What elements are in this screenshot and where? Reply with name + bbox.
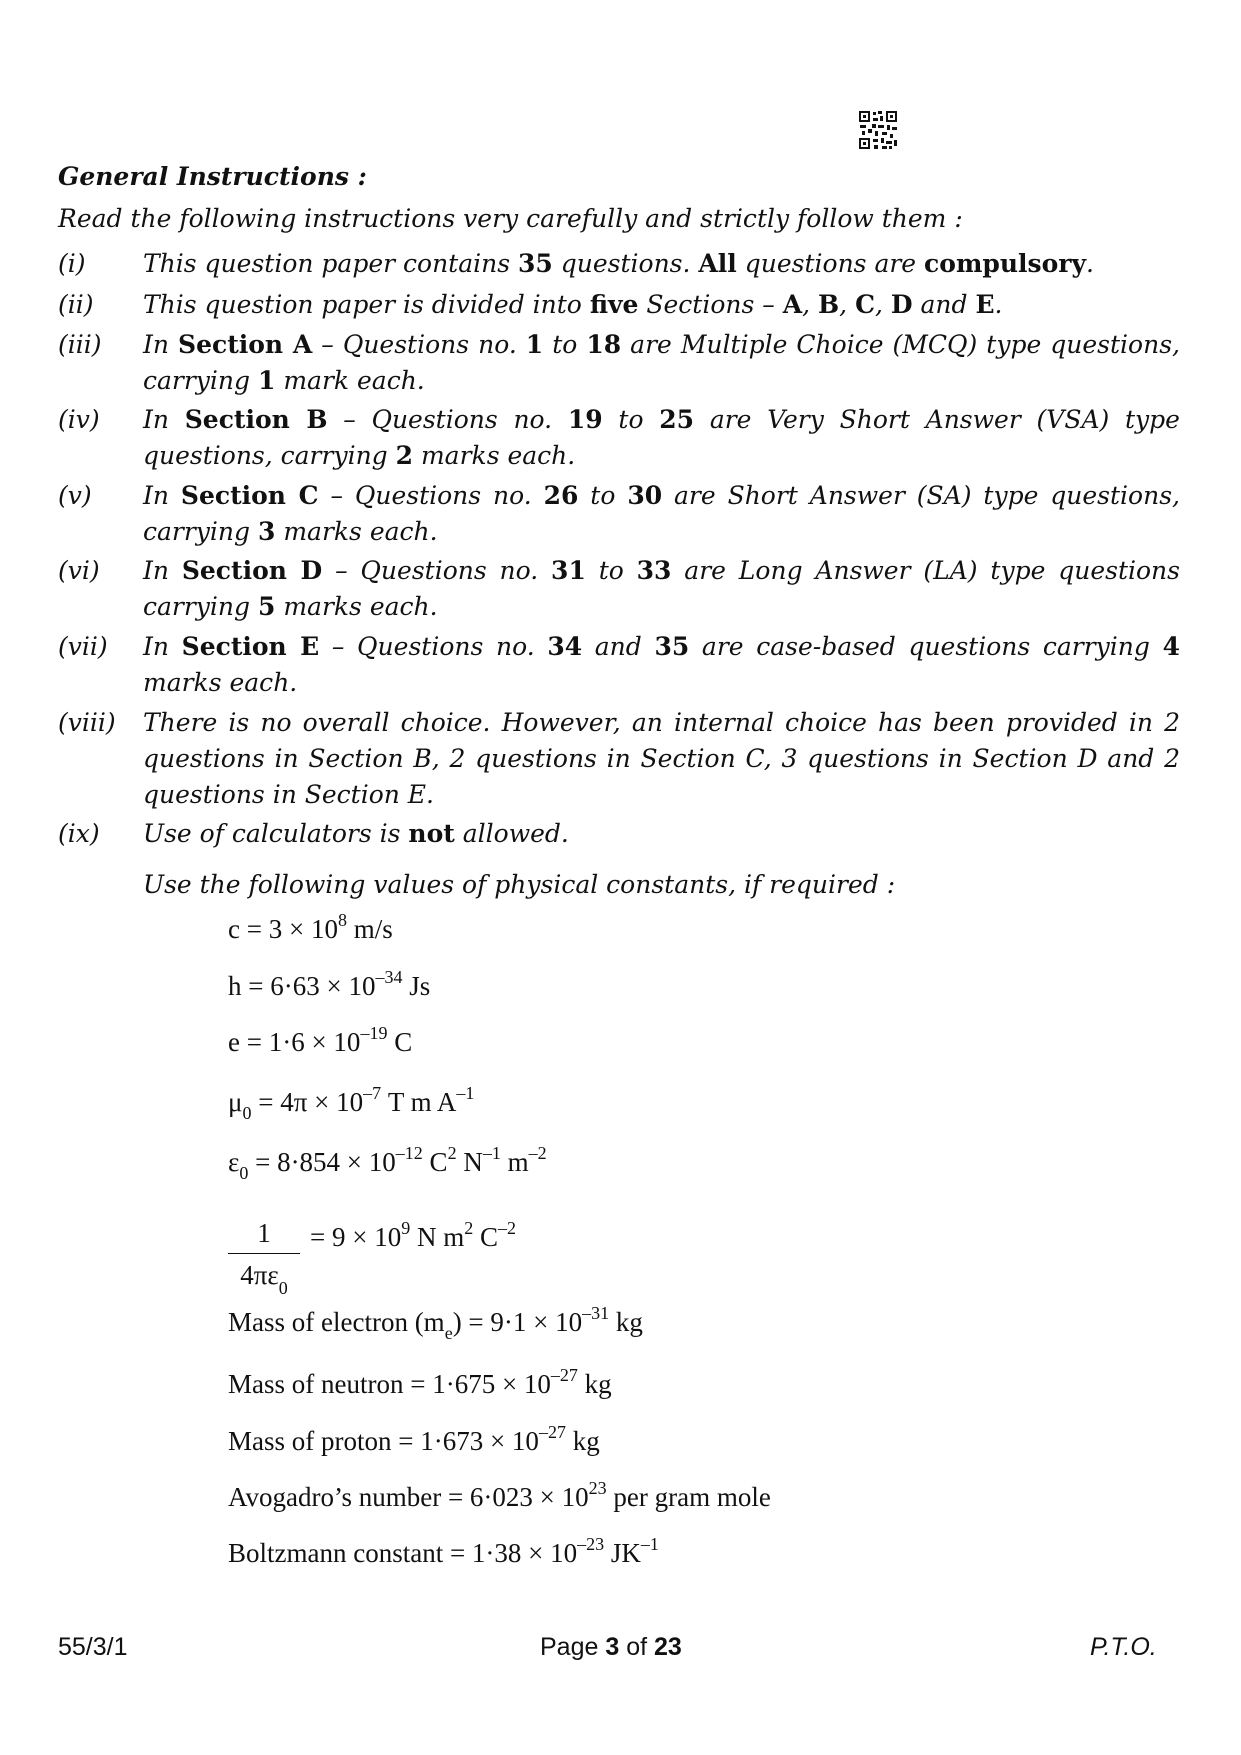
- instruction-text: There is no overall choice. However, an internal choice has been provided in 2 questions in Section B, 2 questions in Section C, 3 questions in Section D and 2 questions in Section E.: [143, 708, 1180, 809]
- instruction-number: (i): [58, 249, 86, 278]
- coulomb-fraction: [228, 1218, 300, 1299]
- physical-constant: Mass of proton = $1\cdot 673 \times 10^{-27}$ kg: [228, 1422, 600, 1456]
- instruction-text: This question paper contains 35 questions. All questions are compulsory.: [143, 249, 1094, 278]
- instruction-item: [58, 816, 1180, 852]
- instruction-number: (vii): [58, 632, 108, 661]
- instruction-text: In Section D – Questions no. 31 to 33 are Long Answer (LA) type questions carrying 5 marks each.: [143, 556, 1180, 621]
- physical-constant: = $9 \times 10^9$ N $m^2$ $C^{-2}$: [310, 1218, 516, 1252]
- physical-constant: $h = 6\cdot 63 \times 10^{-34}$ Js: [228, 967, 431, 1001]
- fraction-numerator: 1: [257, 1218, 271, 1248]
- page-number: Page 3 of 23: [540, 1633, 682, 1661]
- instruction-item: [58, 327, 1180, 399]
- instruction-number: (iv): [58, 405, 100, 434]
- physical-constant: $c = 3 \times 10^8$ m/s: [228, 910, 393, 944]
- instruction-item: [58, 553, 1180, 625]
- instruction-text: In Section A – Questions no. 1 to 18 are Multiple Choice (MCQ) type questions, carrying 1 mark each.: [143, 330, 1180, 395]
- instruction-item: [58, 246, 1180, 282]
- instruction-number: (v): [58, 481, 92, 510]
- fraction-denominator: $4\pi\varepsilon_0$: [240, 1260, 288, 1298]
- instruction-item: [58, 705, 1180, 813]
- physical-constant: $e = 1\cdot 6 \times 10^{-19}$ C: [228, 1023, 413, 1057]
- instruction-number: (vi): [58, 556, 100, 585]
- fraction-bar: [228, 1253, 300, 1254]
- instruction-text: In Section E – Questions no. 34 and 35 are case-based questions carrying 4 marks each.: [143, 632, 1180, 697]
- qr-code-icon: [858, 110, 898, 150]
- instruction-text: In Section C – Questions no. 26 to 30 are Short Answer (SA) type questions, carrying 3 marks each.: [143, 481, 1180, 546]
- physical-constant: Mass of neutron = $1\cdot 675 \times 10^{-27}$ kg: [228, 1365, 612, 1399]
- physical-constant: $\mu_0 = 4\pi \times 10^{-7}$ T m $A^{-1}$: [228, 1083, 475, 1123]
- instructions-intro: Read the following instructions very carefully and strictly follow them :: [58, 204, 963, 233]
- physical-constant: Boltzmann constant = $1\cdot 38 \times 10^{-23}$ $JK^{-1}$: [228, 1534, 659, 1568]
- instruction-item: [58, 287, 1180, 323]
- instruction-item: [58, 478, 1180, 550]
- paper-code: 55/3/1: [58, 1633, 128, 1661]
- constants-intro: Use the following values of physical constants, if required :: [143, 870, 896, 899]
- instruction-number: (viii): [58, 708, 116, 737]
- instruction-number: (ix): [58, 819, 100, 848]
- pto-label: P.T.O.: [1090, 1633, 1157, 1661]
- instruction-text: Use of calculators is not allowed.: [143, 819, 569, 848]
- physical-constant: $\varepsilon_0 = 8\cdot 854 \times 10^{-12}$ $C^2$ $N^{-1}$ $m^{-2}$: [228, 1143, 547, 1183]
- instruction-text: In Section B – Questions no. 19 to 25 are Very Short Answer (VSA) type questions, carrying 2 marks each.: [143, 405, 1180, 470]
- physical-constant: Avogadro’s number = $6\cdot 023 \times 10^{23}$ per gram mole: [228, 1478, 771, 1512]
- instruction-number: (ii): [58, 290, 94, 319]
- physical-constant: Mass of electron $(m_e) = 9\cdot 1 \times 10^{-31}$ kg: [228, 1303, 643, 1343]
- instruction-number: (iii): [58, 330, 102, 359]
- general-instructions-heading: General Instructions :: [58, 162, 367, 191]
- instruction-item: [58, 402, 1180, 474]
- instruction-item: [58, 629, 1180, 701]
- instruction-text: This question paper is divided into five Sections – A, B, C, D and E.: [143, 290, 1003, 319]
